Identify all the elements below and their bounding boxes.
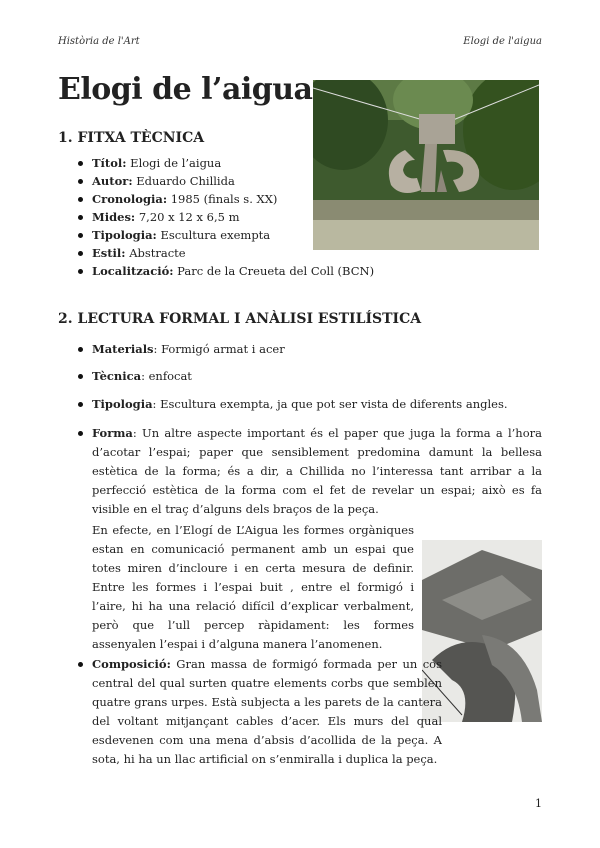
bullet-tipologia: Tipologia: Escultura exempta, ja que pot ser vista de diferents angles. — [58, 395, 542, 414]
header-right: Elogi de l'aigua — [463, 36, 542, 47]
section-heading-lectura: 2. LECTURA FORMAL I ANÀLISI ESTILÍSTICA — [58, 311, 422, 327]
bullet-forma: Forma: Un altre aspecte important és el paper que juga la forma a l’hora d’acotar l’espai; paper que sensiblement predomina damunt la bellesa estètica de la forma; és a dir, a Chillida no l’interessa tant arribar a la perfecció estètica de la forma com el fet de revelar un espai; això es fa visible en el traç d’alguns dels braços de la peça. — [58, 424, 542, 519]
page-title: Elogi de l’aigua — [58, 72, 313, 107]
paragraph-efecte: En efecte, en l’Elogí de L’Aigua les formes orgàniques estan en comunicació permanent amb un espai que totes miren d’incloure i en certa mesura de definir. Entre les formes i l’espai buit , entre el formigó i l’aire, hi ha una relació difícil d’explicar verbalment, però que l’ull percep ràpidament: les formes assenyalen l’espai i d’alguna manera l’anomenen. — [92, 523, 414, 651]
section-heading-fitxa: 1. FITXA TÈCNICA — [58, 130, 205, 146]
list-item: Localització: Parc de la Creueta del Coll (BCN) — [58, 262, 358, 280]
page-number: 1 — [535, 797, 542, 810]
bullet-tecnica: Tècnica: enfocat — [58, 367, 542, 386]
bullet-composicio-a: Composició: Gran massa de formigó formada per un cos central del qual surten quatre elements corbs que semblen quatre grans urpes. Està subjecta a les parets de la cantera del voltant mitjançant cables d’acer. Els murs del qual esdevenen com una mena d’absis d’acollida de la peça. A sota, hi ha un llac artificial on s’enmiralla i duplica la peça. — [58, 655, 442, 769]
list-item: Cronologia: 1985 (finals s. XX) — [58, 190, 358, 208]
bullet-materials: Materials: Formigó armat i acer — [58, 340, 542, 359]
list-item: Estil: Abstracte — [58, 244, 358, 262]
fitxa-tecnica-list — [58, 154, 375, 280]
header-left: Història de l'Art — [58, 36, 140, 47]
list-item: Autor: Eduardo Chillida — [58, 172, 358, 190]
list-item: Mides: 7,20 x 12 x 6,5 m — [58, 208, 358, 226]
list-item: Títol: Elogi de l’aigua — [58, 154, 358, 172]
list-item: Tipologia: Escultura exempta — [58, 226, 358, 244]
